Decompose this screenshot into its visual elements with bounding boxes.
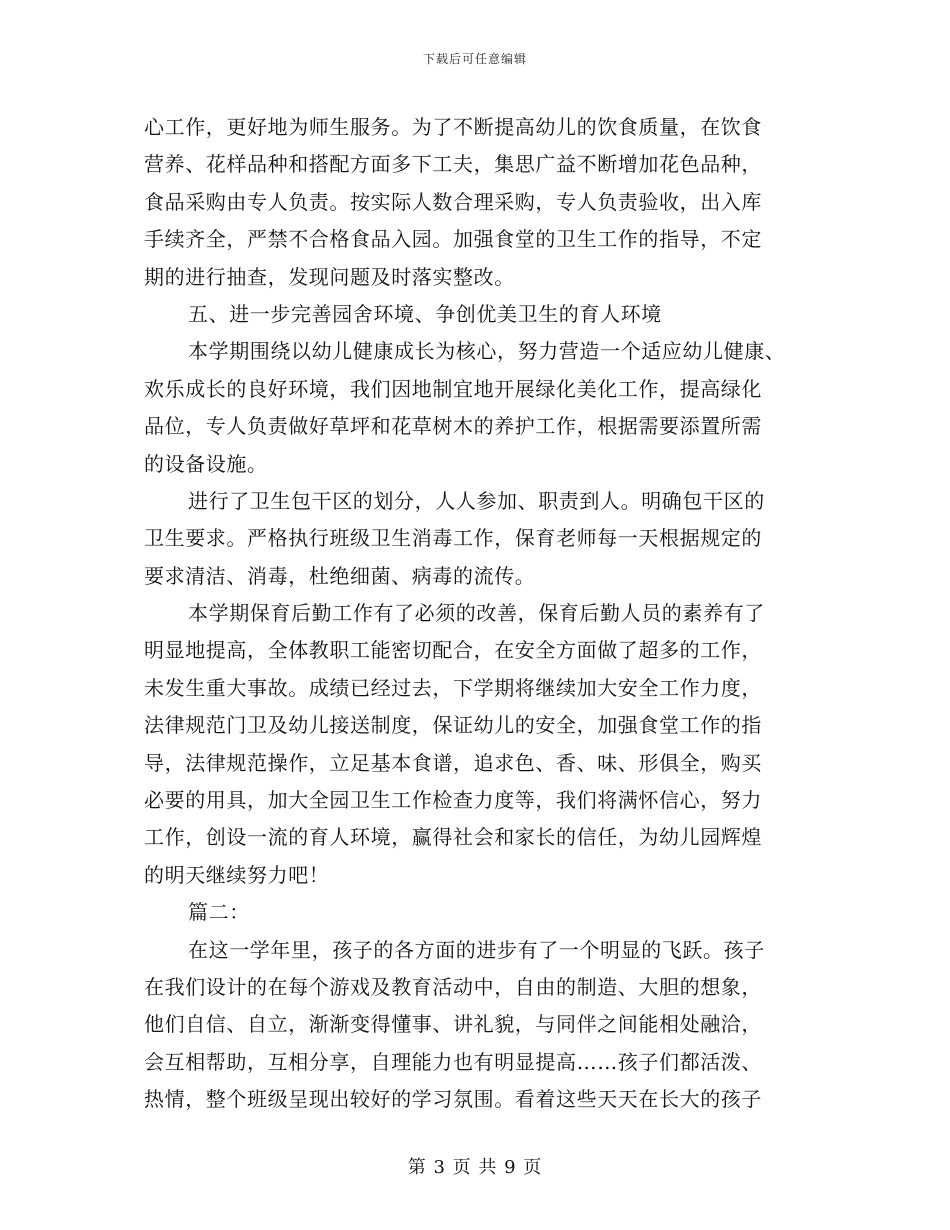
text-line: 在我们设计的在每个游戏及教育活动中，自由的制造、大胆的想象， bbox=[144, 974, 762, 999]
text-line: 工作，创设一流的育人环境，赢得社会和家长的信任，为幼儿园辉煌 bbox=[144, 825, 762, 850]
text-line: 会互相帮助，互相分享，自理能力也有明显提高……孩子们都活泼、 bbox=[144, 1049, 762, 1074]
text-line: 营养、花样品种和搭配方面多下工夫，集思广益不断增加花色品种， bbox=[144, 152, 762, 177]
text-line: 他们自信、自立，渐渐变得懂事、讲礼貌，与同伴之间能相处融洽， bbox=[144, 1012, 762, 1037]
text-line: 手续齐全，严禁不合格食品入园。加强食堂的卫生工作的指导，不定 bbox=[144, 227, 762, 252]
text-line: 必要的用具，加大全园卫生工作检查力度等，我们将满怀信心，努力 bbox=[144, 788, 762, 813]
document-body bbox=[144, 109, 804, 1119]
text-line: 欢乐成长的良好环境，我们因地制宜地开展绿化美化工作，提高绿化 bbox=[144, 376, 762, 401]
text-line: 期的进行抽查，发现问题及时落实整改。 bbox=[144, 264, 515, 289]
text-line: 在这一学年里，孩子的各方面的进步有了一个明显的飞跃。孩子 bbox=[188, 937, 765, 962]
text-line: 热情，整个班级呈现出较好的学习氛围。看着这些天天在长大的孩子 bbox=[144, 1087, 762, 1112]
text-line: 导，法律规范操作，立足基本食谱，追求色、香、味、形俱全，购买 bbox=[144, 750, 762, 775]
page-footer: 第 3 页 共 9 页 bbox=[407, 1157, 543, 1178]
text-line: 法律规范门卫及幼儿接送制度，保证幼儿的安全，加强食堂工作的指 bbox=[144, 713, 762, 738]
text-line: 的设备设施。 bbox=[144, 451, 268, 476]
text-line: 五、进一步完善园舍环境、争创优美卫生的育人环境 bbox=[188, 301, 662, 326]
text-line: 明显地提高，全体教职工能密切配合，在安全方面做了超多的工作， bbox=[144, 638, 762, 663]
text-line: 篇二： bbox=[188, 900, 250, 925]
text-line: 的明天继续努力吧！ bbox=[144, 862, 330, 887]
text-line: 品位，专人负责做好草坪和花草树木的养护工作，根据需要添置所需 bbox=[144, 414, 762, 439]
text-line: 未发生重大事故。成绩已经过去，下学期将继续加大安全工作力度， bbox=[144, 675, 762, 700]
text-line: 要求清洁、消毒，杜绝细菌、病毒的流传。 bbox=[144, 563, 536, 588]
text-line: 卫生要求。严格执行班级卫生消毒工作，保育老师每一天根据规定的 bbox=[144, 526, 762, 551]
text-line: 心工作，更好地为师生服务。为了不断提高幼儿的饮食质量，在饮食 bbox=[144, 115, 762, 139]
text-line: 本学期保育后勤工作有了必须的改善，保育后勤人员的素养有了 bbox=[188, 601, 765, 626]
page-header: 下载后可任意编辑 bbox=[422, 52, 527, 66]
text-line: 食品采购由专人负责。按实际人数合理采购，专人负责验收，出入库 bbox=[144, 189, 762, 214]
text-line: 本学期围绕以幼儿健康成长为核心，努力营造一个适应幼儿健康、 bbox=[188, 339, 786, 364]
text-line: 进行了卫生包干区的划分，人人参加、职责到人。明确包干区的 bbox=[188, 488, 765, 513]
